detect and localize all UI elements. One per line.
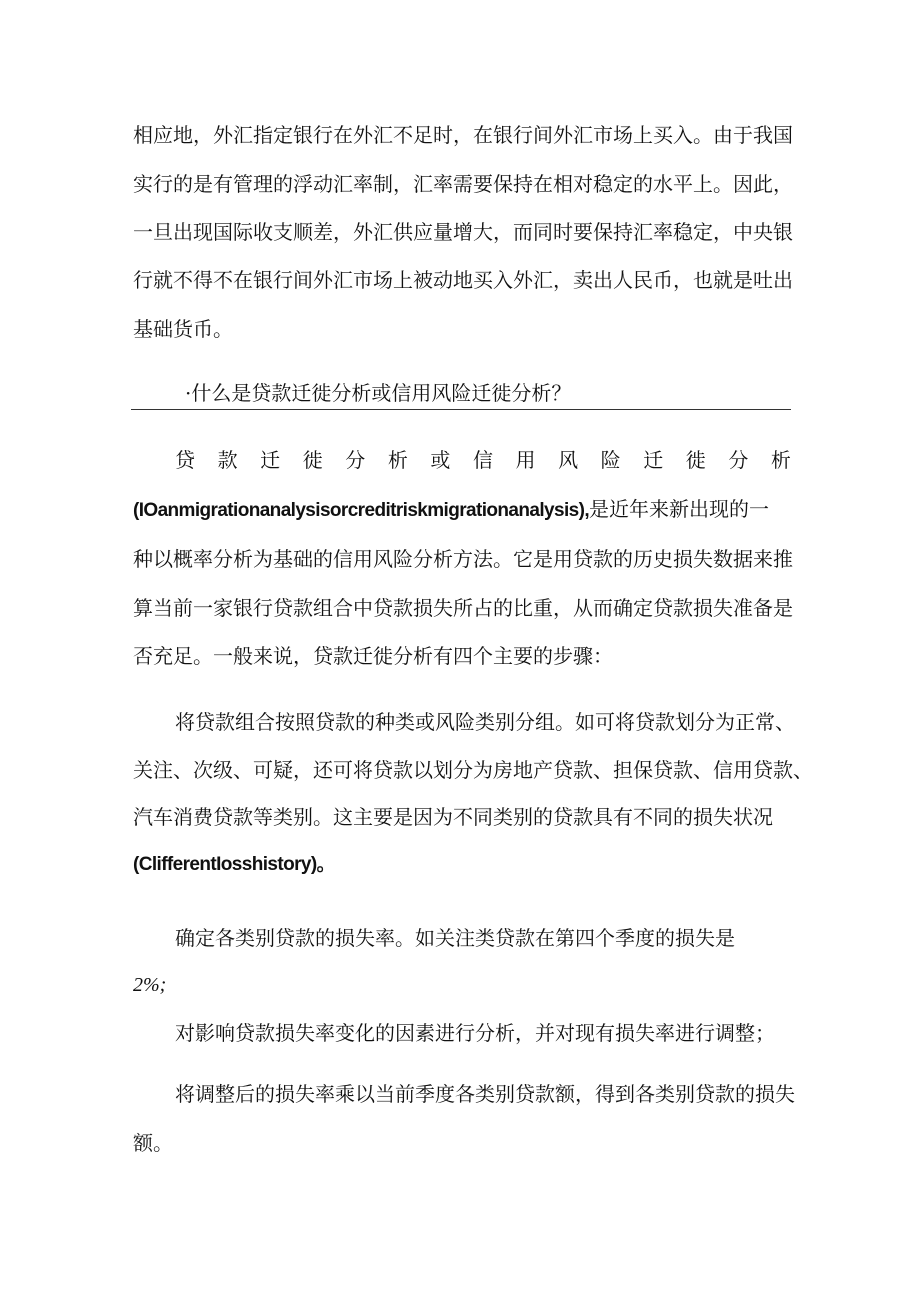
paragraph-2-char: 或 — [430, 448, 451, 472]
paragraph-2-line-2-text: 是近年来新出现的一 — [589, 497, 770, 521]
paragraph-2-char: 风 — [558, 448, 579, 472]
paragraph-2-char: 款 — [217, 448, 238, 472]
paragraph-3-line-2: 关注、次级、可疑，还可将贷款以划分为房地产贷款、担保贷款、信用贷款、 — [133, 758, 813, 782]
percentage-value: 2%; — [133, 974, 167, 996]
paragraph-1-line-5: 基础货币。 — [133, 317, 233, 341]
paragraph-2-line-5: 否充足。一般来说，贷款迁徙分析有四个主要的步骤： — [133, 644, 613, 668]
paragraph-1-line-1: 相应地，外汇指定银行在外汇不足时，在银行间外汇市场上买入。由于我国 — [133, 123, 793, 147]
paragraph-3-line-4: (ClifferentIosshistory)。 — [133, 854, 336, 875]
paragraph-3-line-3: 汽车消费贷款等类别。这主要是因为不同类别的贷款具有不同的损失状况 — [133, 805, 773, 829]
paragraph-2-char: 徙 — [302, 448, 323, 472]
paragraph-2-char: 析 — [770, 448, 791, 472]
paragraph-2-char: 迁 — [260, 448, 281, 472]
paragraph-2-line-3: 种以概率分析为基础的信用风险分析方法。它是用贷款的历史损失数据来推 — [133, 547, 793, 571]
paragraph-4-line-1: 确定各类别贷款的损失率。如关注类贷款在第四个季度的损失是 — [175, 926, 735, 950]
paragraph-5-line-1: 对影响贷款损失率变化的因素进行分析，并对现有损失率进行调整； — [175, 1021, 775, 1045]
paragraph-2-line-4: 算当前一家银行贷款组合中贷款损失所占的比重，从而确定贷款损失准备是 — [133, 596, 793, 620]
paragraph-2-char: 信 — [472, 448, 493, 472]
paragraph-6-line-1: 将调整后的损失率乘以当前季度各类别贷款额，得到各类别贷款的损失 — [175, 1082, 795, 1106]
paragraph-2-char: 迁 — [643, 448, 664, 472]
paragraph-2-char: 析 — [387, 448, 408, 472]
paragraph-2-line-2 — [133, 496, 769, 524]
paragraph-2-char: 分 — [345, 448, 366, 472]
english-term: (IOanmigrationanalysisorcreditriskmigrationanalysis), — [133, 500, 590, 521]
paragraph-2-char: 贷 — [175, 448, 195, 472]
paragraph-1-line-3: 一旦出现国际收支顺差，外汇供应量增大，而同时要保持汇率稳定，中央银 — [133, 220, 793, 244]
paragraph-2-char: 徙 — [685, 448, 706, 472]
section-heading: ·什么是贷款迁徙分析或信用风险迁徙分析？ — [185, 381, 572, 405]
paragraph-3-line-1: 将贷款组合按照贷款的种类或风险类别分组。如可将贷款划分为正常、 — [175, 710, 795, 734]
heading-divider — [131, 409, 791, 410]
paragraph-2-char: 分 — [728, 448, 749, 472]
paragraph-2-char: 用 — [515, 448, 536, 472]
paragraph-2-char: 险 — [600, 448, 621, 472]
paragraph-6-line-2: 额。 — [133, 1131, 173, 1155]
paragraph-1-line-2: 实行的是有管理的浮动汇率制，汇率需要保持在相对稳定的水平上。因此， — [133, 172, 793, 196]
paragraph-2-line-1 — [175, 447, 791, 473]
paragraph-1-line-4: 行就不得不在银行间外汇市场上被动地买入外汇，卖出人民币，也就是吐出 — [133, 268, 793, 292]
